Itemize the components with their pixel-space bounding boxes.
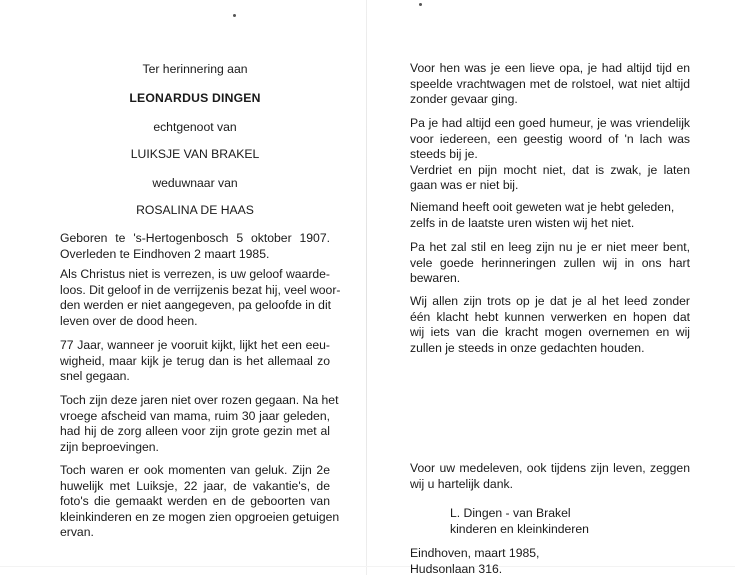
text-line: vele goede herinneringen zullen wij in ons hart <box>410 256 690 272</box>
print-speck <box>233 14 236 17</box>
text-line: had hij de zorg alleen voor zijn grote gezin met al <box>60 424 330 440</box>
text-line: Wij allen zijn trots op je dat je al het leed zonder <box>410 294 690 310</box>
paragraph <box>410 200 690 231</box>
thanks-block <box>410 461 690 492</box>
paragraph <box>60 393 330 455</box>
text-line: voor iedereen, een geestig woord of 'n lach was <box>410 132 690 148</box>
print-speck <box>419 3 422 6</box>
text-line: vroege afscheid van mama, ruim 30 jaar geleden, <box>60 409 330 425</box>
card-fold <box>366 0 367 575</box>
in-memory-heading: Ter herinnering aan <box>60 62 330 78</box>
signatory-family: kinderen en kleinkinderen <box>450 522 589 538</box>
paragraph <box>60 267 330 329</box>
text-line: wij u hartelijk dank. <box>410 477 690 493</box>
text-line: huwelijk met Luiksje, 22 jaar, de vakantie's, de <box>60 479 330 495</box>
place-date-block <box>410 522 690 577</box>
text-line: zijn beproevingen. <box>60 440 330 456</box>
text-line: wigheid, maar kijk je terug dan is het allemaal zo <box>60 354 330 370</box>
widower-role: weduwnaar van <box>60 176 330 192</box>
text-line: gaan was er niet bij. <box>410 178 690 194</box>
spouse-name: LUIKSJE VAN BRAKEL <box>60 147 330 163</box>
birth-death-block <box>60 231 330 262</box>
birth-line: Geboren te 's-Hertogenbosch 5 oktober 1907. <box>60 231 330 247</box>
text-line: foto's die gemaakt werden en de geboorten van <box>60 494 330 510</box>
paragraph <box>60 338 330 385</box>
text-line: Als Christus niet is verrezen, is uw geloof waarde- <box>60 267 330 283</box>
text-line: steeds bij je. <box>410 147 690 163</box>
text-line: Verdriet en pijn mocht niet, dat is zwak, je laten <box>410 163 690 179</box>
text-line: den werden er niet aangegeven, pa geloofde in dit <box>60 298 330 314</box>
spouse-role: echtgenoot van <box>60 120 330 136</box>
death-line: Overleden te Eindhoven 2 maart 1985. <box>60 247 330 263</box>
text-line: Niemand heeft ooit geweten wat je hebt geleden, <box>410 200 690 216</box>
text-line: Toch zijn deze jaren niet over rozen gegaan. Na het <box>60 393 330 409</box>
text-line: wij iets van die kracht mogen overnemen en wij <box>410 325 690 341</box>
signatory: L. Dingen - van Brakel <box>450 506 589 522</box>
first-spouse-name: ROSALINA DE HAAS <box>60 203 330 219</box>
text-line: Voor hen was je een lieve opa, je had altijd tijd en <box>410 61 690 77</box>
text-line: zonder gevaar ging. <box>410 92 690 108</box>
place-date: Eindhoven, maart 1985, <box>410 546 690 562</box>
text-line: loos. Dit geloof in de verrijzenis bezat hij, veel woor- <box>60 283 330 299</box>
paragraph <box>410 116 690 194</box>
text-line: Pa je had altijd een goed humeur, je was vriendelijk <box>410 116 690 132</box>
address: Hudsonlaan 316. <box>410 562 690 577</box>
text-line: Voor uw medeleven, ook tijdens zijn leven, zeggen <box>410 461 690 477</box>
text-line: leven over de dood heen. <box>60 314 330 330</box>
paragraph <box>410 61 690 108</box>
text-line: ervan. <box>60 525 330 541</box>
text-line: Toch waren er ook momenten van geluk. Zijn 2e <box>60 463 330 479</box>
paragraph <box>60 463 330 541</box>
text-line: één klacht hebt kunnen verwerken en hopen dat <box>410 310 690 326</box>
paragraph <box>410 294 690 356</box>
text-line: speelde vrachtwagen met de rolstoel, wat niet altijd <box>410 77 690 93</box>
text-line: 77 Jaar, wanneer je vooruit kijkt, lijkt het een eeu- <box>60 338 330 354</box>
text-line: Pa het zal stil en leeg zijn nu je er niet meer bent, <box>410 240 690 256</box>
text-line: kleinkinderen en ze mogen zien opgroeien getuigen <box>60 510 330 526</box>
text-line: zullen je steeds in onze gedachten houden. <box>410 341 690 357</box>
deceased-name: LEONARDUS DINGEN <box>60 91 330 107</box>
text-line: snel gegaan. <box>60 369 330 385</box>
paragraph <box>410 240 690 287</box>
text-line: zelfs in de laatste uren wisten wij het niet. <box>410 216 690 232</box>
text-line: bewaren. <box>410 271 690 287</box>
